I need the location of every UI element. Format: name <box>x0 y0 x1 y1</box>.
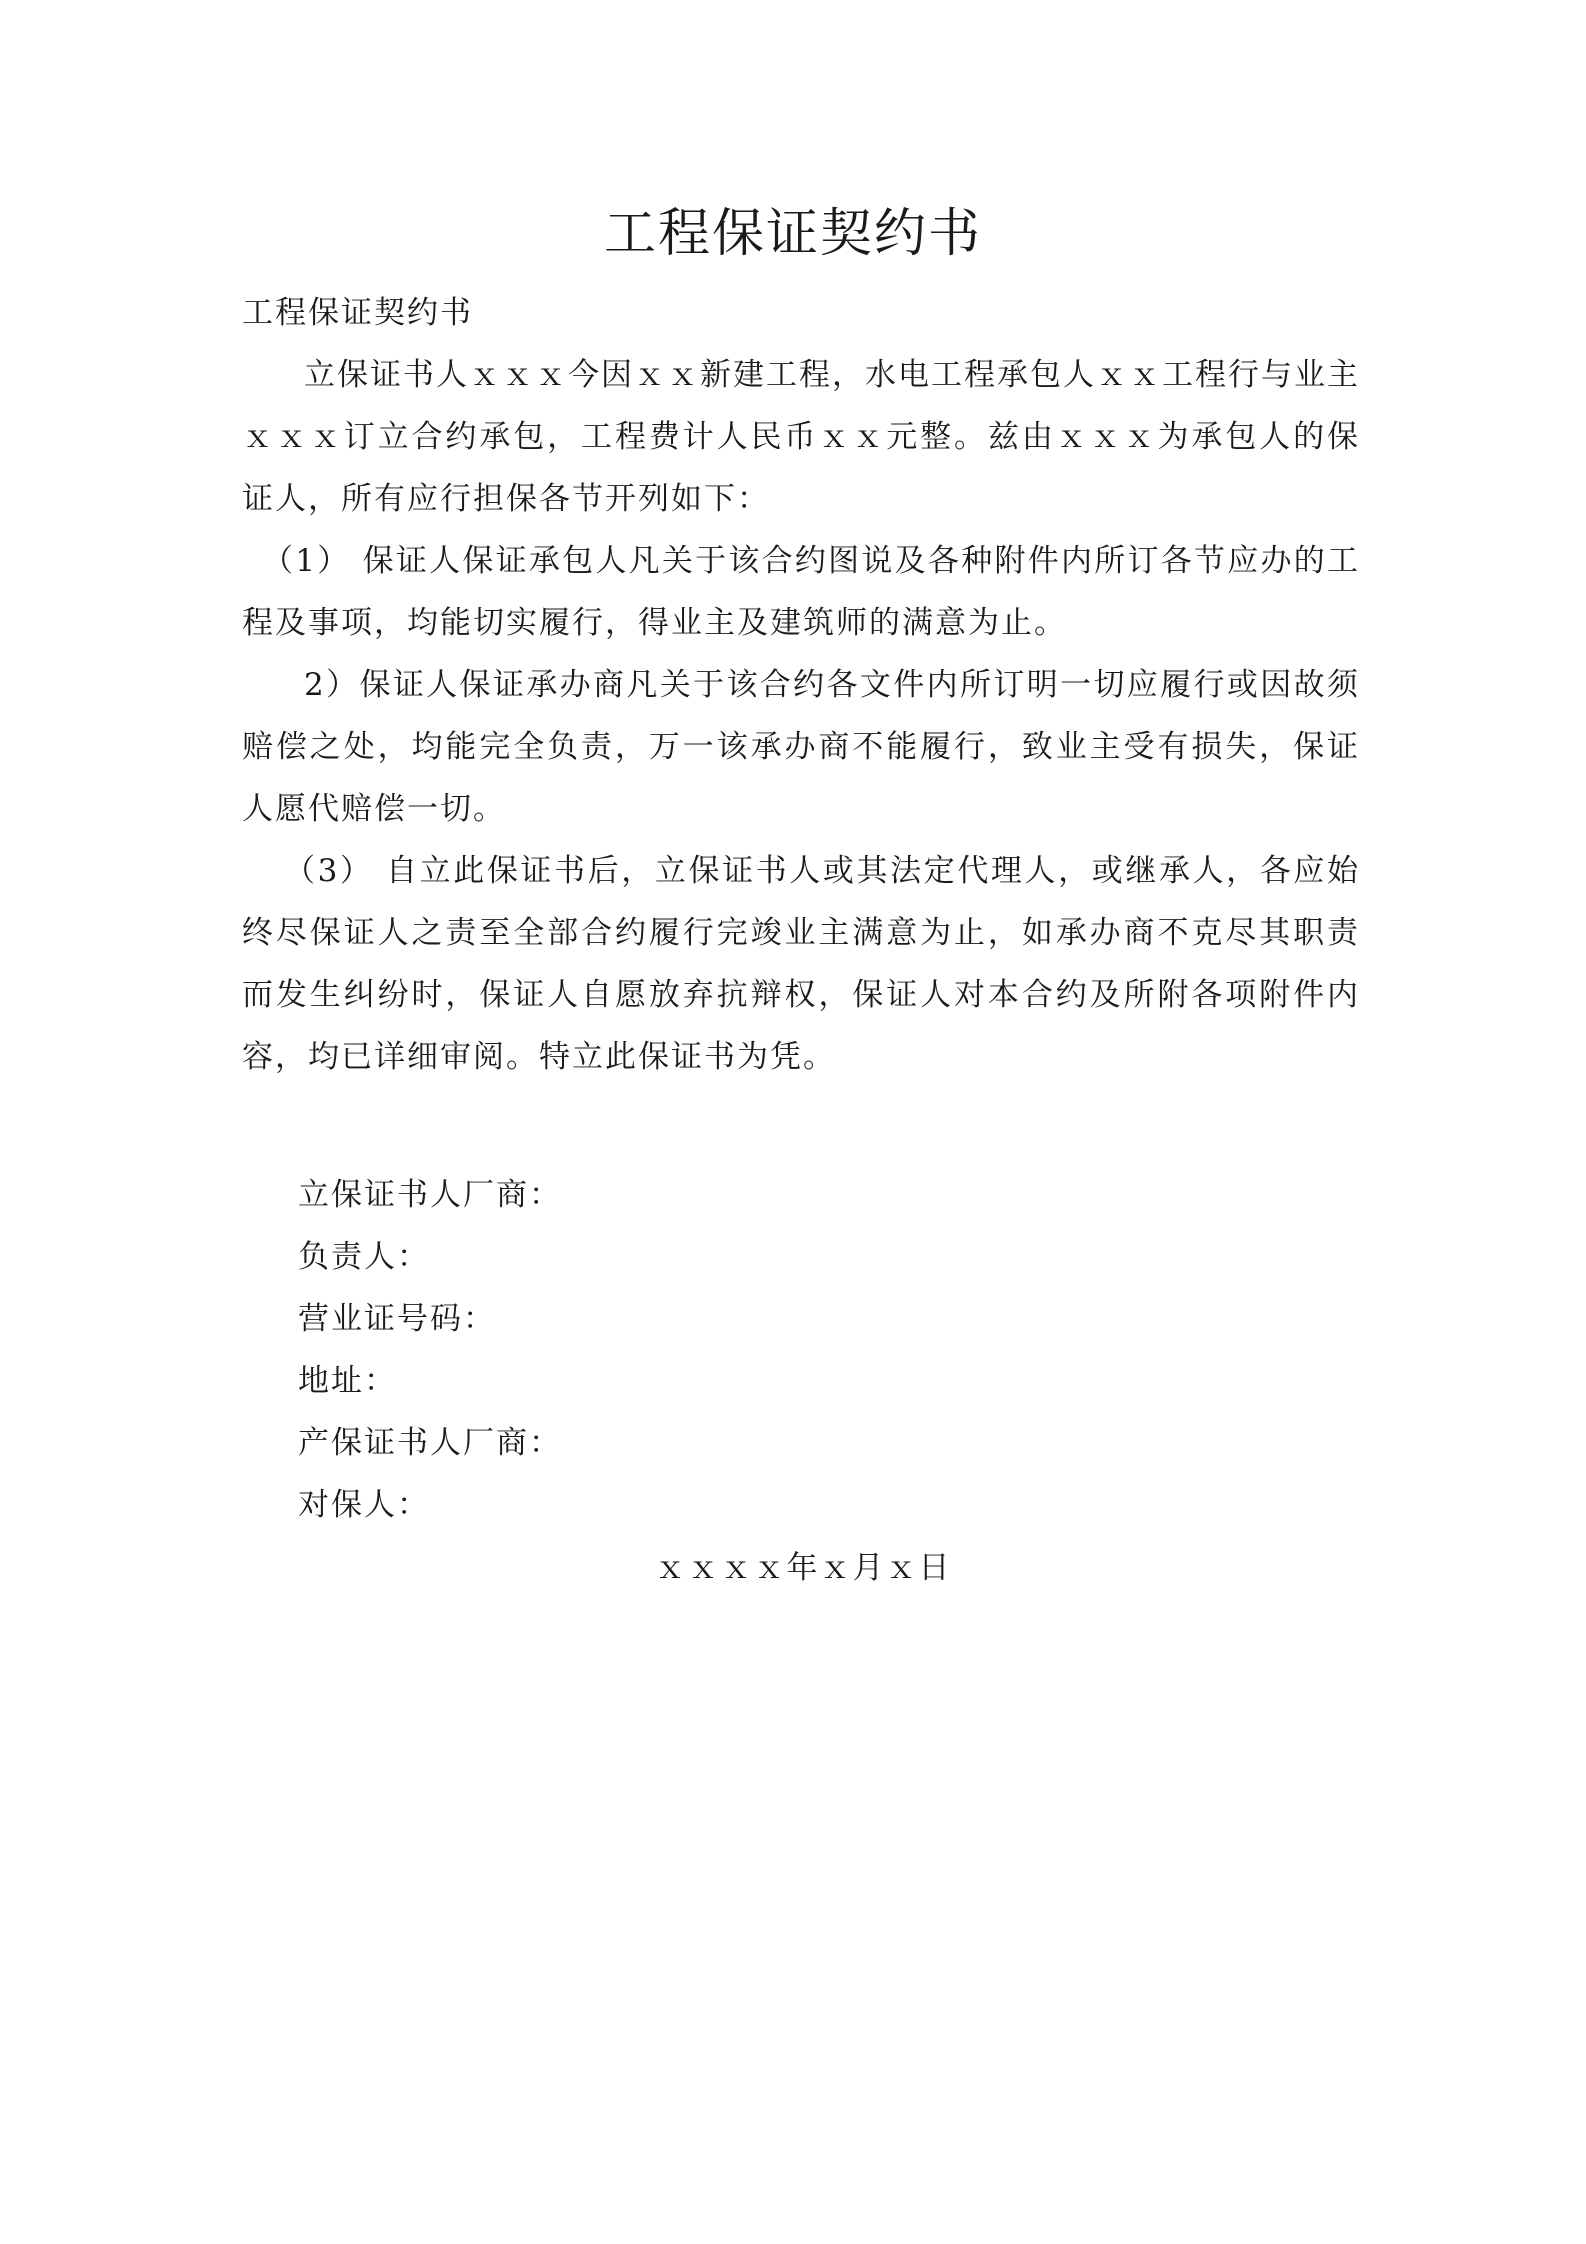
counter-guarantor-label: 对保人： <box>298 1487 430 1523</box>
document-date: ｘｘｘｘ年ｘ月ｘ日 <box>654 1550 952 1586</box>
business-license-label: 营业证号码： <box>298 1301 496 1337</box>
clause-2: 2）保证人保证承办商凡关于该合约各文件内所订明一切应履行或因故须赔偿之处，均能完全负责，万一该承办商不能履行，致业主受有损失，保证人愿代赔偿一切。 <box>242 667 1360 827</box>
signature-block <box>298 1164 562 1536</box>
clause-3: （3） 自立此保证书后，立保证书人或其法定代理人，或继承人，各应始终尽保证人之责至全部合约履行完竣业主满意为止，如承办商不克尽其职责而发生纠纷时，保证人自愿放弃抗辩权，保证人对本合约及所附各项附件内容，均已详细审阅。特立此保证书为凭。 <box>242 853 1360 1075</box>
document-body <box>242 282 1360 1088</box>
document-subtitle: 工程保证契约书 <box>242 295 473 331</box>
paragraph-intro: 立保证书人ｘｘｘ今因ｘｘ新建工程，水电工程承包人ｘｘ工程行与业主ｘｘｘ订立合约承包，工程费计人民币ｘｘ元整。兹由ｘｘｘ为承包人的保证人，所有应行担保各节开列如下： <box>242 357 1360 517</box>
document-title: 工程保证契约书 <box>603 204 982 264</box>
responsible-person-label: 负责人： <box>298 1239 430 1275</box>
guarantor-firm-label: 立保证书人厂商： <box>298 1177 562 1213</box>
producer-firm-label: 产保证书人厂商： <box>298 1425 562 1461</box>
address-label: 地址： <box>298 1363 397 1399</box>
clause-1: （1） 保证人保证承包人凡关于该合约图说及各种附件内所订各节应办的工程及事项，均能切实履行，得业主及建筑师的满意为止。 <box>242 543 1360 641</box>
